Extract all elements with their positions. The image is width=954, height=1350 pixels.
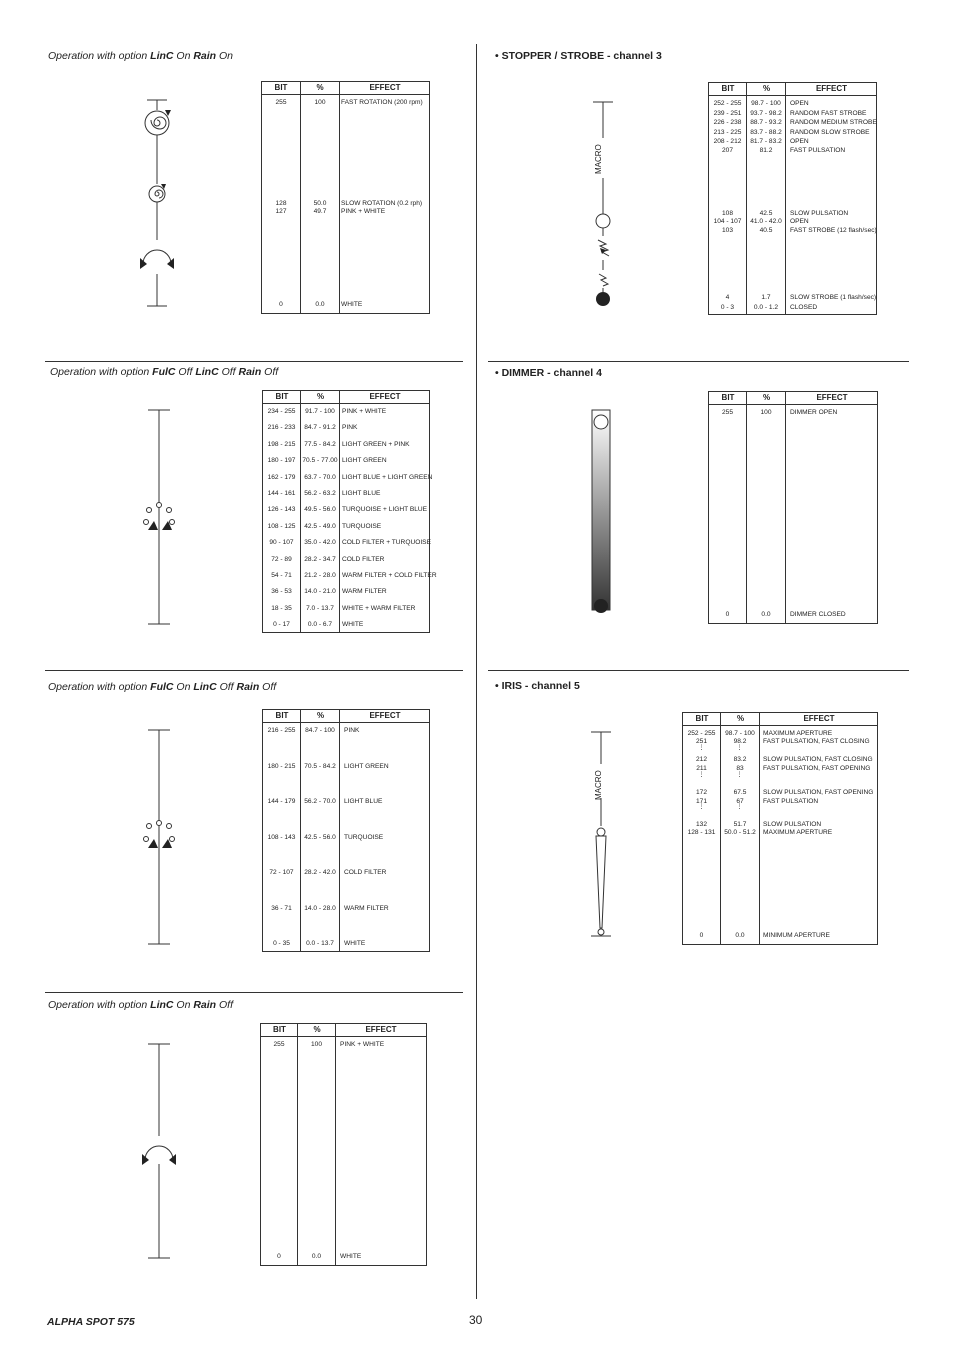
table-cell: 28.2 - 34.7 [304, 555, 336, 563]
table-cell: 98.7 - 100 [725, 730, 755, 737]
table-cell: 0.0 - 13.7 [306, 940, 334, 947]
continuation-dots: ⋮ [736, 772, 743, 778]
table-cell: 70.5 - 77.00 [302, 457, 338, 465]
table-cell: 108 [721, 210, 733, 217]
table-cell: 100 [760, 409, 772, 416]
table-cell: 128 - 131 [687, 829, 716, 836]
table-cell: 72 - 107 [269, 869, 294, 876]
table-cell: 36 - 53 [271, 588, 292, 596]
table-cell: MINIMUM APERTURE [763, 932, 830, 939]
section-heading-iris: • IRIS - channel 5 [495, 680, 580, 692]
table-cell: TURQUOISE [342, 522, 382, 530]
table-cell: 84.7 - 91.2 [304, 424, 336, 432]
table-cell: 211 [696, 765, 707, 772]
table-cell: 7.0 - 13.7 [306, 604, 334, 612]
table-cell: 1.7 [761, 294, 771, 301]
table-cell: 144 - 161 [267, 490, 296, 497]
table-cell: 212 [695, 756, 707, 763]
section-heading-fulc-on: Operation with option FulC On LinC Off Rain Off [48, 681, 277, 693]
table-cell: DIMMER CLOSED [790, 611, 846, 618]
table-cell: 81.2 [759, 147, 773, 154]
table-cell: 172 [695, 789, 707, 796]
table-cell: COLD FILTER + TURQUOISE [342, 539, 431, 547]
table-cell: FAST PULSATION [763, 798, 819, 805]
table-cell: 0 [279, 301, 283, 308]
table-cell: 100 [314, 99, 326, 106]
color-scale-symbol [140, 406, 180, 628]
table-cell: 108 - 143 [267, 833, 296, 841]
table-cell: 128 127 [275, 200, 287, 215]
table-cell: WHITE [341, 301, 363, 308]
table-iris: BIT % EFFECT 252 - 255 98.7 - 100 MAXIMUM APERTURE 251 98.2 FAST PULSATION, FAST CLOSING 212 83.2 SLOW PULSATION, FAST CLOSING 211 83 FAST PULSATION, FAST OPENING 172 67.5 SLOW PULSATION, FAST OPENING 171 67 FAST PULSATION 132 51.7 SLOW PULSATION 128 - 131 50.0 - 51.2 MAXIMUM APERTURE 0 0.0 MINIMUM APERTURE ⋮ ⋮ ⋮ ⋮ ⋮ ⋮ [682, 712, 878, 945]
table-cell: RANDOM MEDIUM STROBE [790, 119, 877, 126]
table-cell: 40.5 [759, 227, 773, 234]
table-cell: 50.0 49.7 [313, 200, 327, 215]
table-cell: OPEN [790, 138, 809, 145]
table-cell: 36 - 71 [271, 904, 292, 912]
table-cell: 77.5 - 84.2 [304, 440, 336, 448]
table-cell: RANDOM FAST STROBE [790, 110, 867, 117]
table-cell: 14.0 - 21.0 [304, 588, 336, 596]
table-cell: 239 - 251 [713, 110, 742, 117]
section-heading-fulc-off: Operation with option FulC Off LinC Off Rain Off [50, 366, 279, 378]
table-cell: FAST PULSATION [790, 147, 846, 154]
iris-scale-symbol [588, 728, 614, 940]
table-cell: COLD FILTER [344, 869, 387, 876]
continuation-dots: ⋮ [736, 745, 743, 751]
table-cell: 216 - 233 [267, 424, 296, 432]
table-cell: 0 [277, 1253, 281, 1260]
divider [488, 361, 909, 362]
table-cell: 255 [275, 99, 287, 106]
divider [45, 992, 463, 993]
table-cell: LIGHT BLUE [342, 490, 381, 497]
table-cell: PINK + WHITE [342, 408, 387, 415]
table-cell: 91.7 - 100 [305, 408, 335, 415]
table-cell: COLD FILTER [342, 555, 385, 563]
table-cell: 67.5 [733, 789, 747, 796]
table-fulc-on: BIT % EFFECT 216 - 255 84.7 - 100 PINK 180 - 215 70.5 - 84.2 LIGHT GREEN 144 - 179 56.2 - 70.0 LIGHT BLUE 108 - 143 42.5 - 56.0 TURQUOISE 72 - 107 28.2 - 42.0 COLD FILTER 36 - 71 14.0 - 28.0 WARM FILTER 0 - 35 0.0 - 13.7 WHITE [262, 709, 430, 952]
divider [45, 361, 463, 362]
table-cell: 198 - 215 [267, 440, 296, 448]
footer-product-title: ALPHA SPOT 575 [47, 1316, 135, 1328]
table-cell: PINK + WHITE [340, 1041, 385, 1048]
table-cell: 0.0 - 6.7 [307, 621, 333, 629]
color-scale-symbol [140, 726, 180, 948]
column-divider [476, 44, 477, 1299]
table-cell: 103 [721, 227, 733, 234]
table-cell: 41.0 - 42.0 [750, 218, 782, 225]
table-cell: FAST ROTATION (200 rpm) [341, 99, 423, 106]
page-number: 30 [469, 1313, 483, 1327]
macro-label: MACRO [594, 770, 603, 800]
table-cell: 0.0 [311, 1253, 322, 1260]
table-cell: SLOW ROTATION (0.2 rph) PINK + WHITE [341, 200, 423, 215]
continuation-dots: ⋮ [736, 804, 743, 810]
table-cell: 108 - 125 [267, 522, 296, 530]
table-cell: SLOW PULSATION, FAST OPENING [763, 789, 874, 796]
continuation-dots: ⋮ [698, 772, 705, 778]
table-cell: FAST STROBE (12 flash/sec) [790, 227, 877, 234]
table-linc-on-rain-off: BIT % EFFECT 255 100 PINK + WHITE 0 0.0 WHITE [260, 1023, 427, 1266]
table-cell: 180 - 215 [267, 762, 296, 770]
table-cell: 42.5 - 49.0 [304, 522, 336, 530]
table-cell: 56.2 - 63.2 [304, 490, 336, 497]
table-cell: 90 - 107 [269, 539, 294, 547]
table-cell: 84.7 - 100 [305, 727, 335, 734]
table-linc-on-rain-on [261, 81, 430, 314]
table-cell: 35.0 - 42.0 [304, 539, 336, 547]
table-cell: 83.2 [733, 756, 747, 763]
table-cell: WARM FILTER [344, 904, 389, 912]
table-cell: 255 [273, 1041, 285, 1048]
table-cell: WARM FILTER [342, 588, 387, 596]
table-cell: LIGHT BLUE [344, 798, 383, 805]
table-cell: 50.0 - 51.2 [724, 829, 756, 836]
table-cell: 162 - 179 [267, 473, 296, 481]
rotation-scale-symbol [135, 98, 179, 310]
table-cell: 144 - 179 [267, 798, 296, 805]
table-cell: 251 [695, 738, 707, 745]
table-cell: WHITE [342, 621, 364, 629]
table-cell: CLOSED [790, 304, 818, 311]
table-cell: OPEN [790, 218, 809, 225]
table-cell: OPEN [790, 100, 809, 107]
table-stopper-strobe: BIT % EFFECT 252 - 255 98.7 - 100 OPEN 239 - 251 93.7 - 98.2 RANDOM FAST STROBE 226 - 238 88.7 - 93.2 RANDOM MEDIUM STROBE 213 - 225 83.7 - 88.2 RANDOM SLOW STROBE 208 - 212 81.7 - 83.2 OPEN 207 81.2 FAST PULSATION 108 42.5 SLOW PULSATION 104 - 107 41.0 - 42.0 OPEN 103 40.5 FAST STROBE (12 flash/sec) 4 1.7 SLOW STROBE (1 flash/sec) 0 - 3 0.0 - 1.2 CLOSED [708, 82, 877, 315]
table-cell: 93.7 - 98.2 [750, 110, 782, 117]
table-cell: 0 - 3 [720, 304, 735, 311]
table-cell: 21.2 - 28.0 [304, 572, 336, 579]
section-heading-linc-on-rain-off: Operation with option LinC On Rain Off [48, 999, 234, 1011]
table-cell: TURQUOISE + LIGHT BLUE [342, 506, 428, 514]
table-cell: 98.7 - 100 [751, 100, 781, 107]
table-cell: WHITE + WARM FILTER [342, 604, 416, 612]
table-cell: 104 - 107 [713, 218, 742, 225]
table-cell: 100 [310, 1041, 322, 1048]
table-cell: 171 [695, 798, 707, 805]
continuation-dots: ⋮ [698, 745, 705, 751]
continuation-dots: ⋮ [698, 804, 705, 810]
table-cell: 4 [725, 294, 730, 301]
table-cell: 67 [736, 798, 744, 805]
table-cell: 0.0 [735, 932, 745, 939]
table-cell: FAST PULSATION, FAST OPENING [763, 765, 871, 772]
table-cell: 18 - 35 [271, 604, 292, 612]
table-cell: FAST PULSATION, FAST CLOSING [763, 738, 870, 745]
table-cell: 56.2 - 70.0 [304, 798, 336, 805]
section-heading-linc-on-rain-on: Operation with option LinC On Rain On [48, 50, 234, 62]
table-cell: 83 [736, 765, 744, 772]
table-cell: SLOW PULSATION [790, 210, 849, 217]
table-cell: 54 - 71 [271, 572, 292, 579]
table-cell: RANDOM SLOW STROBE [790, 129, 870, 136]
table-cell: 0 - 17 [273, 621, 290, 629]
table-cell: 252 - 255 [713, 100, 742, 107]
table-cell: LIGHT GREEN + PINK [342, 440, 410, 448]
table-cell: LIGHT BLUE + LIGHT GREEN [342, 473, 433, 481]
table-cell: 70.5 - 84.2 [304, 762, 336, 770]
table-cell: 49.5 - 56.0 [304, 506, 336, 514]
table-cell: 63.7 - 70.0 [304, 473, 336, 481]
table-fulc-off: BIT % EFFECT 234 - 255 91.7 - 100 PINK + WHITE 216 - 233 84.7 - 91.2 PINK 198 - 215 77.5 - 84.2 LIGHT GREEN + PINK 180 - 197 70.5 - 77.00 LIGHT GREEN 162 - 179 63.7 - 70.0 LIGHT BLUE + LIGHT GREEN 144 - 161 56.2 - 63.2 LIGHT BLUE 126 - 143 49.5 - 56.0 TURQUOISE + LIGHT BLUE 108 - 125 42.5 - 49.0 TURQUOISE 90 - 107 35.0 - 42.0 COLD FILTER + TURQUOISE 72 - 89 28.2 - 34.7 COLD FILTER 54 - 71 21.2 - 28.0 WARM FILTER + COLD FILTER 36 - 53 14.0 - 21.0 WARM FILTER 18 - 35 7.0 - 13.7 WHITE + WARM FILTER 0 - 17 0.0 - 6.7 WHITE [262, 390, 430, 633]
table-cell: LIGHT GREEN [342, 457, 387, 465]
table-cell: 98.2 [733, 738, 747, 745]
table-cell: 213 - 225 [713, 129, 742, 136]
table-cell: PINK [342, 424, 358, 432]
table-cell: SLOW STROBE (1 flash/sec) [790, 294, 877, 301]
table-cell: 42.5 - 56.0 [304, 833, 336, 841]
table-cell: 126 - 143 [267, 506, 296, 514]
table-cell: 0.0 [315, 301, 325, 308]
table-cell: WHITE [340, 1253, 362, 1260]
table-cell: 216 - 255 [267, 727, 296, 734]
table-cell: 132 [695, 821, 707, 828]
table-cell: 88.7 - 93.2 [750, 119, 782, 126]
table-cell: 0 [699, 932, 704, 939]
table-cell: 14.0 - 28.0 [304, 904, 336, 912]
table-cell: 252 - 255 [687, 730, 716, 737]
table-cell: MAXIMUM APERTURE [763, 730, 833, 737]
dimmer-gradient-symbol [588, 408, 614, 618]
table-cell: 207 [721, 147, 733, 154]
table-cell: WHITE [344, 940, 366, 947]
table-cell: WARM FILTER + COLD FILTER [342, 572, 437, 579]
table-cell: 72 - 89 [271, 555, 292, 563]
table-cell: SLOW PULSATION, FAST CLOSING [763, 756, 873, 763]
table-cell: 51.7 [733, 821, 747, 828]
table-cell: SLOW PULSATION [763, 821, 822, 828]
divider [45, 670, 463, 671]
table-cell: 0.0 - 1.2 [753, 304, 779, 311]
table-cell: DIMMER OPEN [790, 409, 838, 416]
table-cell: TURQUOISE [344, 833, 384, 841]
table-cell: 255 [721, 409, 733, 416]
table-cell: 42.5 [759, 210, 773, 217]
table-cell: 0 [725, 611, 730, 618]
divider [488, 670, 909, 671]
table-cell: 83.7 - 88.2 [750, 129, 782, 136]
table-cell: 226 - 238 [713, 119, 742, 126]
table-header: BIT % EFFECT [262, 82, 429, 95]
table-cell: MAXIMUM APERTURE [763, 829, 833, 836]
table-cell: 234 - 255 [267, 408, 296, 415]
table-cell: LIGHT GREEN [344, 762, 389, 770]
table-cell: 81.7 - 83.2 [750, 138, 782, 145]
table-cell: 28.2 - 42.0 [304, 869, 336, 876]
section-heading-stopper-strobe: • STOPPER / STROBE - channel 3 [495, 50, 662, 62]
macro-label: MACRO [594, 144, 603, 174]
strobe-scale-symbol [588, 98, 618, 310]
linear-scale-symbol [138, 1040, 182, 1262]
table-cell: 180 - 197 [267, 457, 296, 465]
table-dimmer: BIT % EFFECT 255 100 DIMMER OPEN 0 0.0 DIMMER CLOSED [708, 391, 878, 624]
table-cell: 208 - 212 [713, 138, 742, 145]
table-cell: 0.0 [761, 611, 771, 618]
section-heading-dimmer: • DIMMER - channel 4 [495, 367, 602, 379]
table-cell: 0 - 35 [273, 940, 290, 947]
table-cell: PINK [344, 727, 360, 734]
